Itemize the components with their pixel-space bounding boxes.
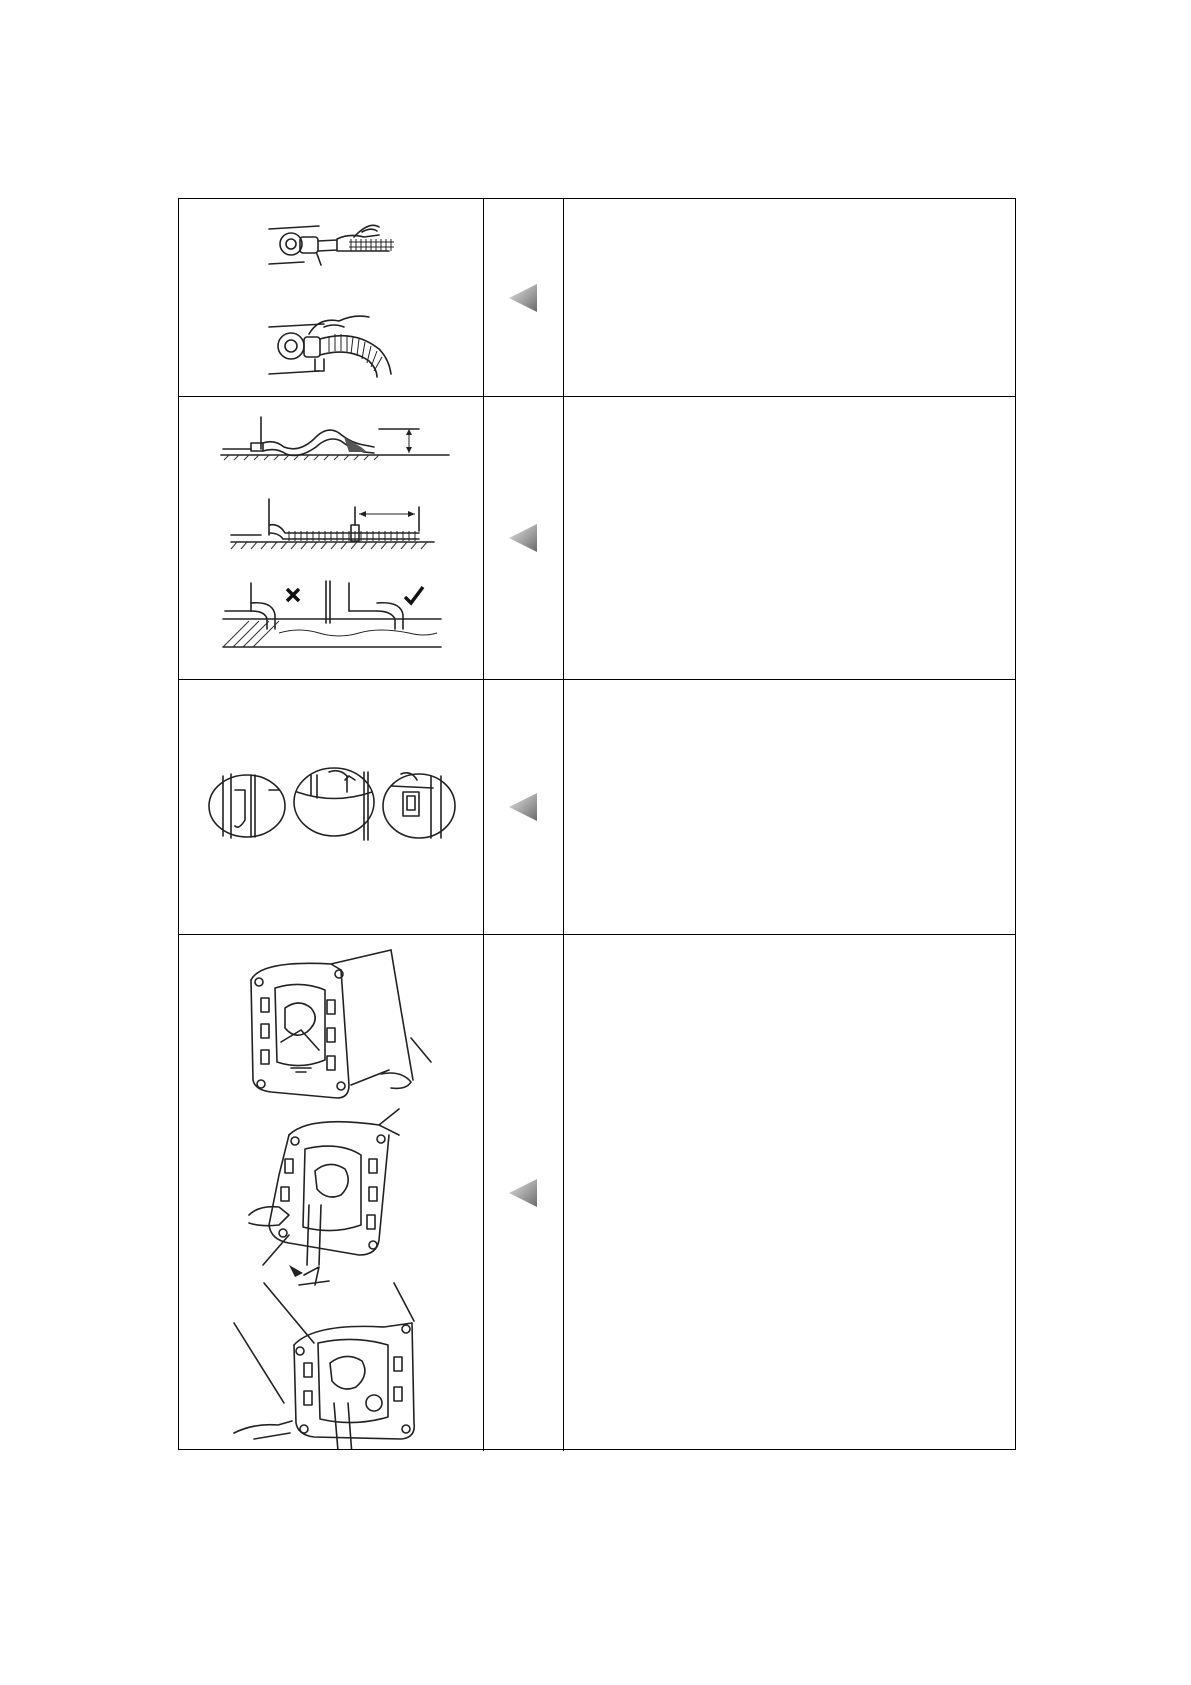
grey-triangle-pointer-icon	[505, 280, 541, 316]
table-row-hose-connection	[179, 199, 1015, 397]
row-pointer	[483, 199, 563, 396]
table-row-hose-through-base	[179, 935, 1015, 1451]
drain-hose-routing-illustration	[179, 397, 483, 679]
instruction-table	[178, 198, 1016, 1450]
instruction-text	[563, 935, 1015, 1451]
row-pointer	[483, 397, 563, 679]
grey-triangle-pointer-icon	[505, 1175, 541, 1211]
table-row-hose-clip-fixing	[179, 680, 1015, 935]
hose-connection-illustration	[179, 199, 483, 396]
hose-clip-fixing-illustration	[179, 680, 483, 934]
instruction-text	[563, 397, 1015, 679]
grey-triangle-pointer-icon	[505, 520, 541, 556]
table-row-drain-hose-routing	[179, 397, 1015, 680]
instruction-text	[563, 680, 1015, 934]
row-pointer	[483, 680, 563, 934]
hose-through-base-illustration	[179, 935, 483, 1451]
instruction-text	[563, 199, 1015, 396]
grey-triangle-pointer-icon	[505, 789, 541, 825]
row-pointer	[483, 935, 563, 1451]
